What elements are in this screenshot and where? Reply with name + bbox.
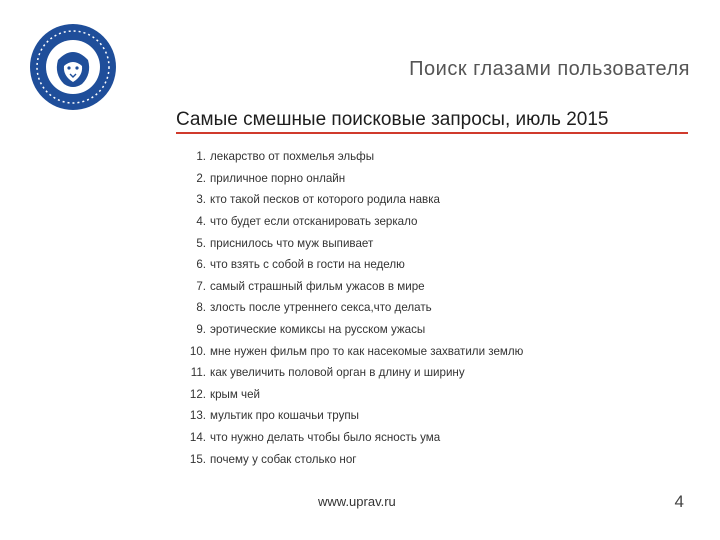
school-logo — [28, 22, 118, 112]
item-number: 1. — [196, 150, 206, 164]
item-text: самый страшный фильм ужасов в мире — [210, 279, 425, 293]
item-number: 3. — [196, 193, 206, 207]
item-number: 15. — [189, 452, 206, 466]
page-header-title: Поиск глазами пользователя — [409, 58, 690, 80]
list-item — [178, 405, 523, 427]
item-text: что будет если отсканировать зеркало — [210, 215, 418, 229]
list-item — [178, 384, 523, 406]
list-item — [178, 276, 523, 298]
item-number: 4. — [196, 215, 206, 229]
list-item — [178, 168, 523, 190]
item-text: лекарство от похмелья эльфы — [210, 150, 375, 164]
item-number: 9. — [196, 323, 206, 337]
list-item — [178, 448, 523, 470]
item-number: 11. — [190, 366, 206, 380]
item-number: 7. — [196, 279, 206, 293]
item-text: злость после утреннего секса,что делать — [210, 301, 432, 315]
item-text: крым чей — [210, 387, 261, 401]
page-number: 4 — [674, 492, 684, 511]
item-text: что взять с собой в гости на неделю — [210, 258, 405, 272]
section-title: Самые смешные поисковые запросы, июль 2015 — [176, 109, 609, 130]
footer-url: www.uprav.ru — [318, 494, 396, 509]
item-number: 2. — [196, 171, 206, 185]
item-number: 10. — [189, 344, 206, 358]
item-text: почему у собак столько ног — [210, 452, 357, 466]
list-item — [178, 254, 523, 276]
item-text: мультик про кошачьи трупы — [210, 409, 359, 423]
item-number: 12. — [189, 387, 206, 401]
item-number: 6. — [196, 258, 206, 272]
item-text: кто такой песков от которого родила навка — [210, 193, 440, 207]
list-item — [178, 232, 523, 254]
list-item — [178, 211, 523, 233]
item-number: 14. — [189, 431, 206, 445]
list-item — [178, 362, 523, 384]
item-text: приличное порно онлайн — [210, 171, 346, 185]
list-item — [178, 427, 523, 449]
list-item — [178, 189, 523, 211]
item-text: что нужно делать чтобы было ясность ума — [210, 431, 441, 445]
item-number: 13. — [189, 409, 206, 423]
search-queries-list — [178, 146, 523, 470]
list-item — [178, 319, 523, 341]
list-item — [178, 297, 523, 319]
item-text: приснилось что муж выпивает — [210, 236, 374, 250]
item-text: как увеличить половой орган в длину и ширину — [210, 366, 465, 380]
title-underline — [176, 132, 688, 134]
list-item — [178, 340, 523, 362]
item-number: 5. — [196, 236, 206, 250]
item-text: эротические комиксы на русском ужасы — [210, 323, 426, 337]
list-item — [178, 146, 523, 168]
item-text: мне нужен фильм про то как насекомые захватили землю — [210, 344, 524, 358]
item-number: 8. — [196, 301, 206, 315]
lion-emblem-icon — [28, 22, 118, 112]
